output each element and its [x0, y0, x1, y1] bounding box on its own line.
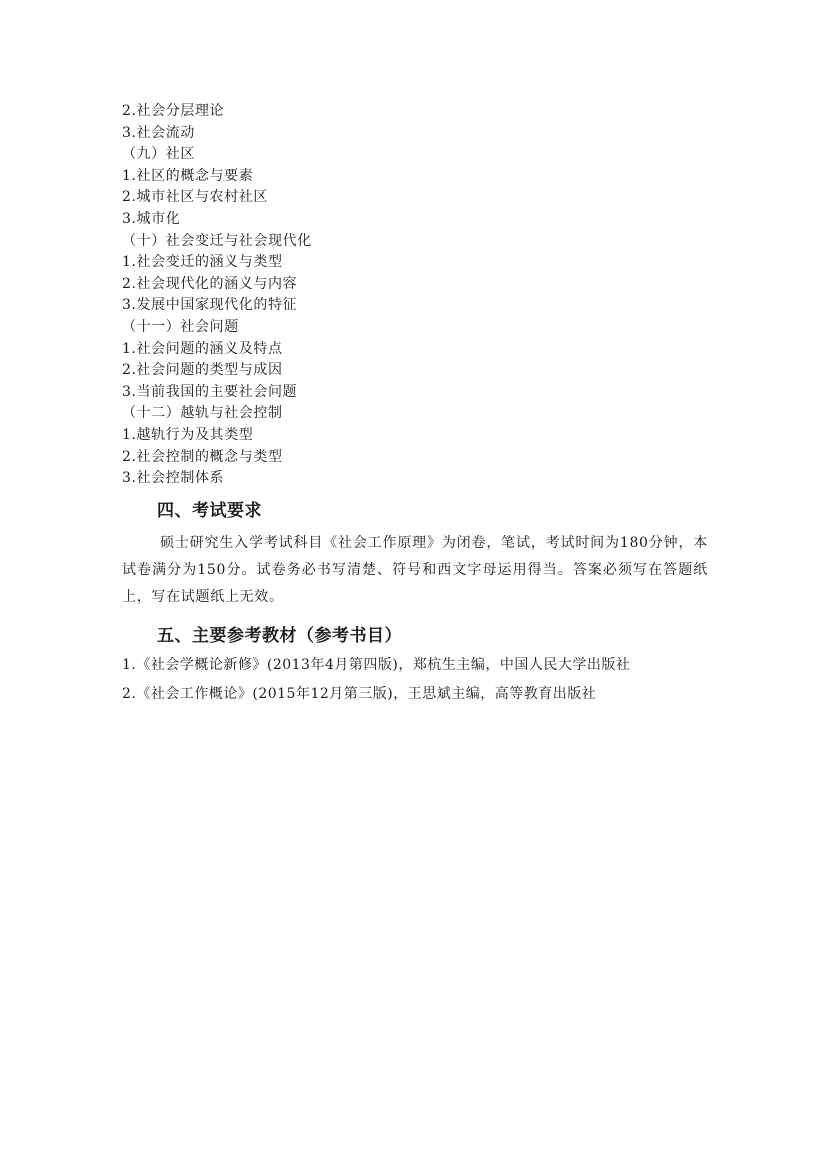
exam-requirements-paragraph: 硕士研究生入学考试科目《社会工作原理》为闭卷，笔试，考试时间为180分钟，本试卷满分为150分。试卷务必书写清楚、符号和西文字母运用得当。答案必须写在答题纸上，写在试题纸上无效。: [122, 535, 708, 605]
syllabus-outline: [122, 101, 722, 490]
outline-item: 3.社会流动: [122, 124, 195, 141]
outline-item: 2.社会控制的概念与类型: [122, 448, 283, 465]
outline-item: 3.城市化: [122, 210, 181, 227]
outline-item: 1.社会变迁的涵义与类型: [122, 254, 283, 271]
outline-section-heading: （十）社会变迁与社会现代化: [122, 232, 312, 249]
reference-list: [122, 651, 722, 709]
outline-item: 3.发展中国家现代化的特征: [122, 297, 298, 314]
outline-item: 2.城市社区与农村社区: [122, 189, 268, 206]
section-heading-references: 五、主要参考教材（参考书目）: [157, 626, 402, 646]
outline-item: 2.社会现代化的涵义与内容: [122, 275, 298, 292]
outline-section-heading: （十一）社会问题: [122, 318, 239, 335]
outline-section-heading: （十二）越轨与社会控制: [122, 405, 283, 422]
section-heading-exam-requirements: 四、考试要求: [157, 501, 262, 521]
outline-item: 1.越轨行为及其类型: [122, 426, 254, 443]
reference-item: 1.《社会学概论新修》(2013年4月第四版)，郑杭生主编，中国人民大学出版社: [122, 657, 631, 673]
outline-item: 3.社会控制体系: [122, 470, 225, 487]
outline-item: 1.社会问题的涵义及特点: [122, 340, 283, 357]
outline-item: 2.社会分层理论: [122, 103, 225, 119]
outline-item: 3.当前我国的主要社会问题: [122, 383, 298, 400]
outline-item: 2.社会问题的类型与成因: [122, 362, 283, 379]
outline-section-heading: （九）社区: [122, 146, 195, 163]
outline-item: 1.社区的概念与要素: [122, 167, 254, 184]
reference-item: 2.《社会工作概论》(2015年12月第三版)，王思斌主编，高等教育出版社: [122, 686, 597, 702]
